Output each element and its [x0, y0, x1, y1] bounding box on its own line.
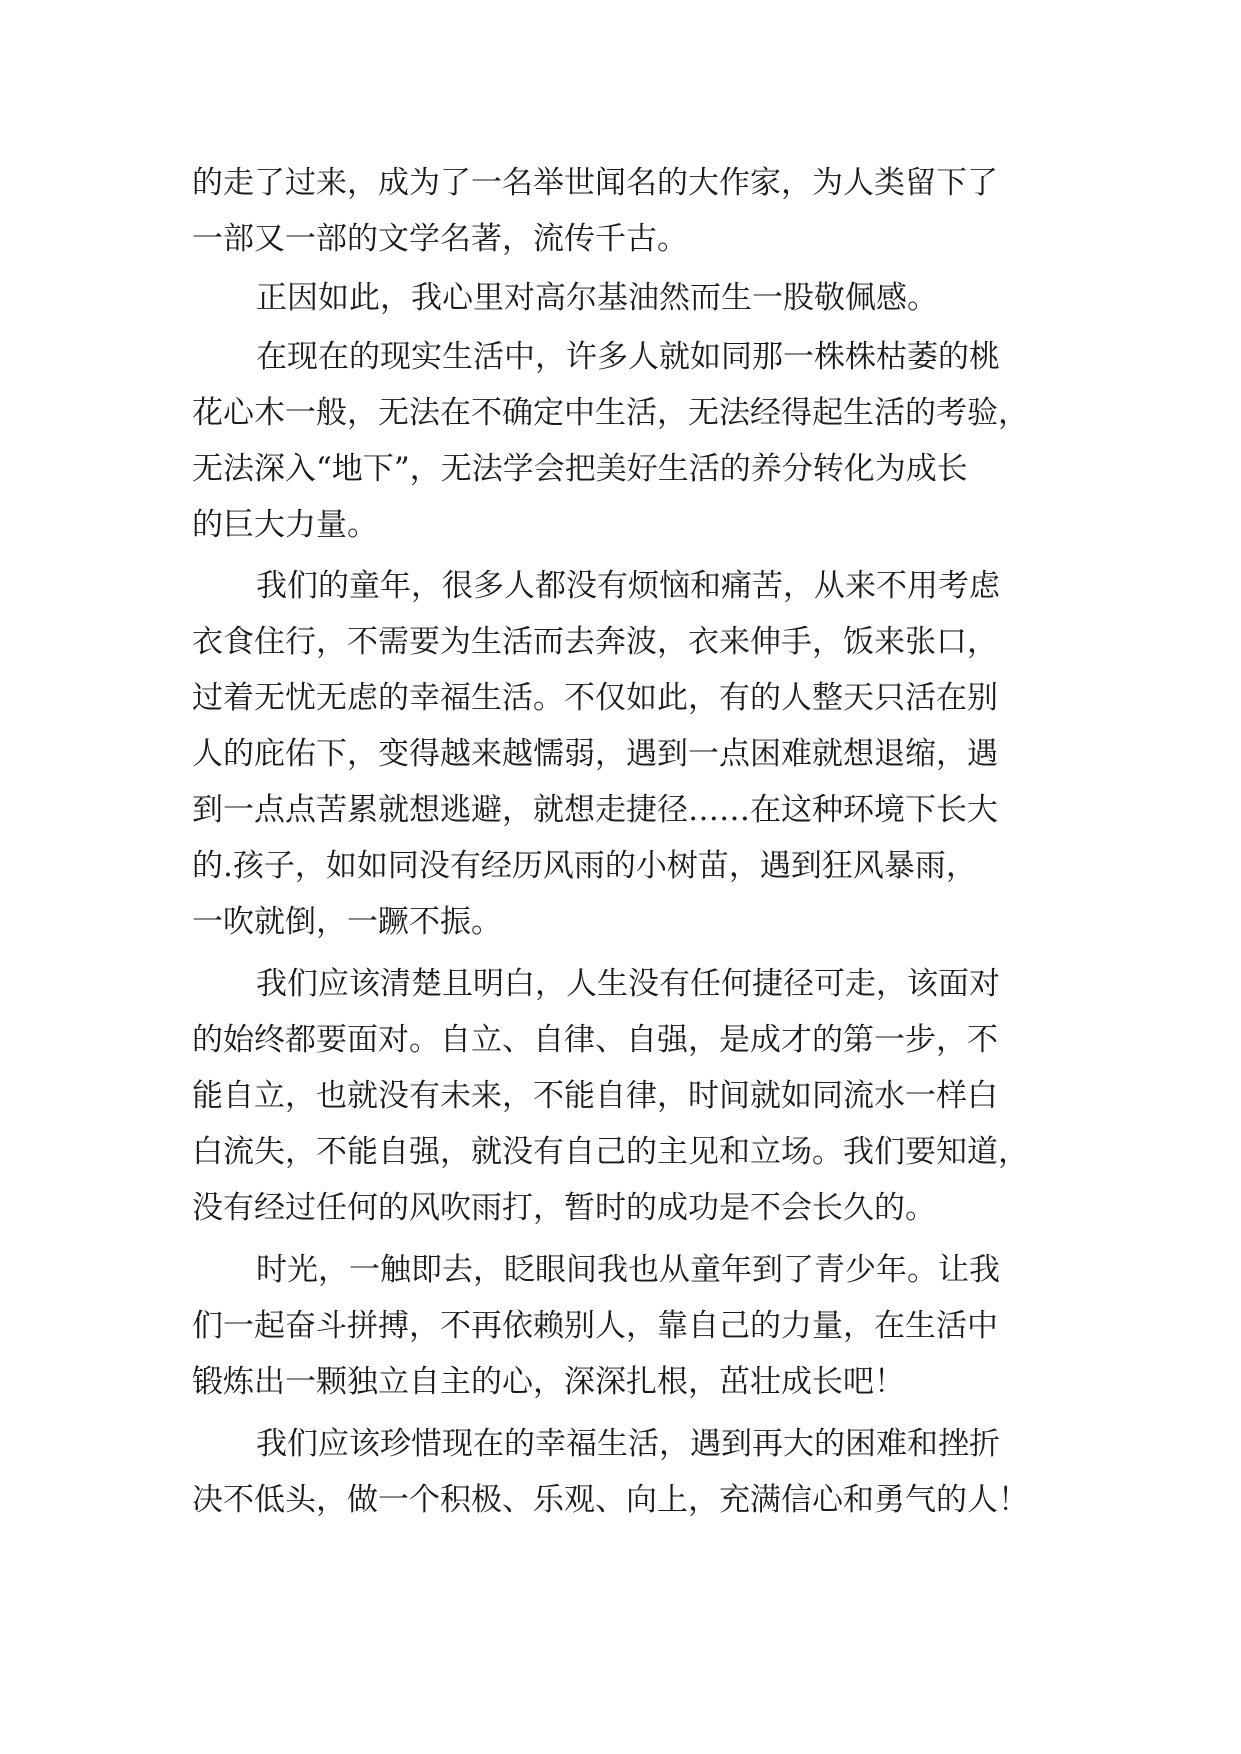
- text-line: 们一起奋斗拼搏，不再依赖别人，靠自己的力量，在生活中: [192, 1308, 998, 1344]
- text-line: 衣食住行，不需要为生活而去奔波，衣来伸手，饭来张口，: [192, 624, 998, 660]
- text-line: 的走了过来，成为了一名举世闻名的大作家，为人类留下了: [192, 165, 998, 201]
- text-line: 一吹就倒，一蹶不振。: [192, 904, 502, 940]
- paragraph-first-line: 在现在的现实生活中，许多人就如同那一株株枯萎的桃: [256, 339, 1000, 375]
- text-line: 花心木一般，无法在不确定中生活，无法经得起生活的考验，: [192, 395, 1029, 431]
- text-line: 能自立，也就没有未来，不能自律，时间就如同流水一样白: [192, 1078, 998, 1114]
- paragraph-first-line: 我们的童年，很多人都没有烦恼和痛苦，从来不用考虑: [256, 568, 1000, 604]
- paragraph-first-line: 正因如此，我心里对高尔基油然而生一股敬佩感。: [256, 280, 938, 316]
- text-line: 决不低头，做一个积极、乐观、向上，充满信心和勇气的人！: [192, 1482, 1029, 1518]
- text-line: 锻炼出一颗独立自主的心，深深扎根，茁壮成长吧！: [192, 1364, 905, 1400]
- text-line: 白流失，不能自强，就没有自己的主见和立场。我们要知道，: [192, 1134, 1029, 1170]
- text-line: 过着无忧无虑的幸福生活。不仅如此，有的人整天只活在别: [192, 680, 998, 716]
- text-line: 的始终都要面对。自立、自律、自强，是成才的第一步，不: [192, 1022, 998, 1058]
- text-line: 无法深入“地下”，无法学会把美好生活的养分转化为成长: [192, 451, 968, 487]
- text-line: 一部又一部的文学名著，流传千古。: [192, 221, 688, 257]
- paragraph-first-line: 我们应该珍惜现在的幸福生活，遇到再大的困难和挫折: [256, 1426, 1000, 1462]
- text-line: 到一点点苦累就想逃避，就想走捷径……在这种环境下长大: [192, 792, 998, 828]
- text-line: 人的庇佑下，变得越来越懦弱，遇到一点困难就想退缩，遇: [192, 736, 998, 772]
- text-line: 的.孩子，如如同没有经历风雨的小树苗，遇到狂风暴雨，: [192, 848, 977, 884]
- text-line: 没有经过任何的风吹雨打，暂时的成功是不会长久的。: [192, 1190, 936, 1226]
- paragraph-first-line: 时光，一触即去，眨眼间我也从童年到了青少年。让我: [256, 1252, 1000, 1288]
- paragraph-first-line: 我们应该清楚且明白，人生没有任何捷径可走，该面对: [256, 966, 1000, 1002]
- text-line: 的巨大力量。: [192, 507, 378, 543]
